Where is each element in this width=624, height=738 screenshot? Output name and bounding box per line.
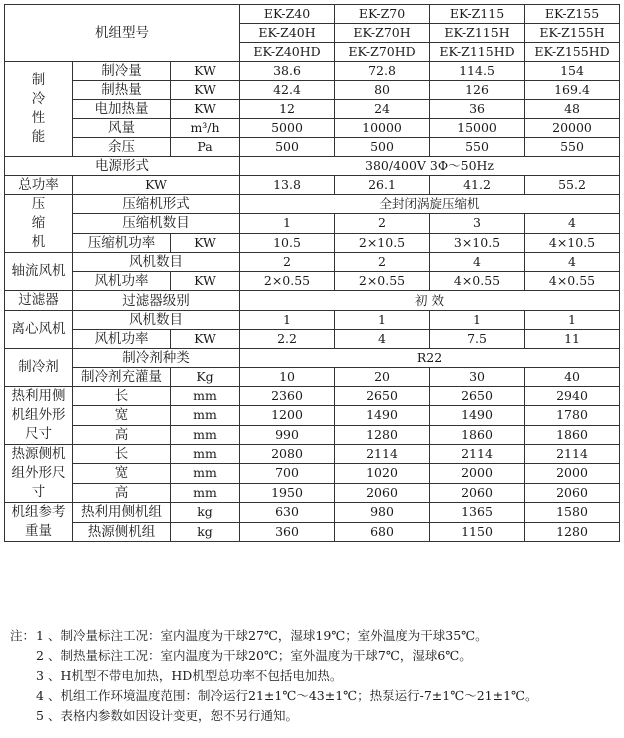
value-cell: 38.6 [240,62,335,81]
value-cell: 1 [525,311,620,330]
value-cell: 1580 [525,503,620,523]
value-cell: 3 [430,214,525,233]
model-name: EK-Z70H [335,24,430,43]
note-item [10,646,618,666]
unit-cell: mm [171,406,240,425]
unit-cell: Pa [171,138,240,157]
value-cell: 7.5 [430,330,525,349]
value-cell: 2 [240,253,335,272]
value-cell: 13.8 [240,176,335,195]
centrifugal-fan-count-row [5,311,620,330]
unit-cell: KW [171,81,240,100]
value-cell: 114.5 [430,62,525,81]
value-cell: 2060 [430,483,525,502]
value-cell: 30 [430,368,525,387]
note-text: 、机组工作环境温度范围：制冷运行21±1℃～43±1℃；热泵运行-7±1℃～21±1℃。 [48,688,538,703]
note-text: 、H机型不带电加热，HD机型总功率不包括电加热。 [48,668,343,683]
user-side-weight-row [5,503,620,523]
row-label: 热源侧机组 [73,522,171,542]
note-number: 5 [36,708,44,723]
note-number: 3 [36,668,44,683]
note-item [10,706,618,726]
refrigerant-charge-row [5,368,620,387]
power-supply-label: 电源形式 [5,157,240,176]
value-cell: 700 [240,464,335,483]
static-pressure-row [5,138,620,157]
value-cell: 2 [335,214,430,233]
value-cell: 4×10.5 [525,233,620,252]
value-cell: 2000 [525,464,620,483]
model-name: EK-Z155 [525,5,620,24]
row-label: 风机数目 [73,253,240,272]
compressor-count-row [5,214,620,233]
value-cell: 1280 [335,425,430,444]
value-cell: 55.2 [525,176,620,195]
row-label: 宽 [73,406,171,425]
electric-heating-row [5,100,620,119]
note-item [10,626,618,646]
model-name: EK-Z40HD [240,43,335,62]
value-cell: 20 [335,368,430,387]
value-cell: 全封闭涡旋压缩机 [240,195,620,214]
value-cell: 41.2 [430,176,525,195]
row-label: 制冷剂种类 [73,349,240,368]
value-cell: 1780 [525,406,620,425]
notes-section [10,626,618,726]
row-label: 长 [73,445,171,464]
model-name: EK-Z155HD [525,43,620,62]
value-cell: 5000 [240,119,335,138]
value-cell: 2.2 [240,330,335,349]
row-label: 风机功率 [73,272,171,291]
row-label: 压缩机功率 [73,233,171,252]
note-number: 4 [36,688,44,703]
unit-cell: mm [171,425,240,444]
value-cell: 2360 [240,387,335,406]
value-cell: 11 [525,330,620,349]
row-label: 风机功率 [73,330,171,349]
value-cell: 550 [525,138,620,157]
value-cell: 20000 [525,119,620,138]
unit-cell: KW [171,100,240,119]
row-label: 宽 [73,464,171,483]
total-power-label: 总功率 [5,176,73,195]
model-name: EK-Z40 [240,5,335,24]
unit-cell: m³/h [171,119,240,138]
value-cell: 1200 [240,406,335,425]
value-cell: 10000 [335,119,430,138]
value-cell: 1150 [430,522,525,542]
value-cell: 1365 [430,503,525,523]
value-cell: 4 [525,214,620,233]
unit-cell: KW [73,176,240,195]
value-cell: 72.8 [335,62,430,81]
cooling-capacity-row [5,62,620,81]
model-name: EK-Z70HD [335,43,430,62]
value-cell: 2060 [525,483,620,502]
unit-cell: kg [171,522,240,542]
note-text: 、表格内参数如因设计变更，恕不另行通知。 [48,708,299,723]
unit-cell: kg [171,503,240,523]
heating-capacity-row [5,81,620,100]
axial-fan-count-row [5,253,620,272]
filter-row [5,291,620,311]
model-name: EK-Z115 [430,5,525,24]
value-cell: 10.5 [240,233,335,252]
unit-cell: KW [171,62,240,81]
source-side-weight-row [5,522,620,542]
value-cell: 1490 [335,406,430,425]
value-cell: 10 [240,368,335,387]
value-cell: 40 [525,368,620,387]
source-side-dims-group-label: 热源侧机组外形尺寸 [5,445,73,503]
value-cell: 36 [430,100,525,119]
value-cell: 26.1 [335,176,430,195]
unit-cell: KW [171,233,240,252]
unit-cell: KW [171,330,240,349]
user-side-width-row [5,406,620,425]
row-label: 电加热量 [73,100,171,119]
model-name: EK-Z155H [525,24,620,43]
value-cell: 4×0.55 [525,272,620,291]
value-cell: 1 [335,311,430,330]
value-cell: 2080 [240,445,335,464]
unit-cell: KW [171,272,240,291]
refrigerant-type-row [5,349,620,368]
value-cell: 4 [430,253,525,272]
unit-cell: mm [171,483,240,502]
value-cell: 2×10.5 [335,233,430,252]
spec-table [4,4,620,542]
value-cell: 500 [335,138,430,157]
model-name: EK-Z70 [335,5,430,24]
row-label: 压缩机形式 [73,195,240,214]
value-cell: 2650 [430,387,525,406]
value-cell: 2114 [430,445,525,464]
value-cell: 2940 [525,387,620,406]
value-cell: R22 [240,349,620,368]
value-cell: 1860 [525,425,620,444]
note-number: 2 [36,648,44,663]
row-label: 余压 [73,138,171,157]
user-side-dims-group-label: 热利用侧机组外形尺寸 [5,387,73,445]
model-name: EK-Z115HD [430,43,525,62]
value-cell: 2114 [335,445,430,464]
value-cell: 169.4 [525,81,620,100]
compressor-power-row [5,233,620,252]
value-cell: 24 [335,100,430,119]
value-cell: 1 [240,214,335,233]
row-label: 风量 [73,119,171,138]
value-cell: 15000 [430,119,525,138]
unit-cell: mm [171,445,240,464]
axial-fan-group-label: 轴流风机 [5,253,73,291]
user-side-length-row [5,387,620,406]
value-cell: 2×0.55 [240,272,335,291]
compressor-type-row [5,195,620,214]
axial-fan-power-row [5,272,620,291]
total-power-row [5,176,620,195]
note-number: 1 [36,628,44,643]
value-cell: 630 [240,503,335,523]
header-row-1 [5,5,620,24]
model-label: 机组型号 [5,5,240,62]
note-text: 、制冷量标注工况：室内温度为干球27℃，湿球19℃；室外温度为干球35℃。 [48,628,488,643]
row-label: 压缩机数目 [73,214,240,233]
value-cell: 680 [335,522,430,542]
value-cell: 3×10.5 [430,233,525,252]
row-label: 热利用侧机组 [73,503,171,523]
value-cell: 2650 [335,387,430,406]
note-item [10,686,618,706]
centrifugal-fan-power-row [5,330,620,349]
value-cell: 2 [335,253,430,272]
value-cell: 1 [430,311,525,330]
row-label: 制热量 [73,81,171,100]
value-cell: 1490 [430,406,525,425]
value-cell: 154 [525,62,620,81]
row-label: 高 [73,483,171,502]
value-cell: 2000 [430,464,525,483]
row-label: 制冷剂充灌量 [73,368,171,387]
value-cell: 4 [335,330,430,349]
value-cell: 1020 [335,464,430,483]
row-label: 制冷量 [73,62,171,81]
value-cell: 1860 [430,425,525,444]
airflow-row [5,119,620,138]
note-text: 、制热量标注工况：室内温度为干球20℃；室外温度为干球7℃，湿球6℃。 [48,648,472,663]
notes-prefix: 注： [10,628,36,643]
user-side-height-row [5,425,620,444]
value-cell: 990 [240,425,335,444]
unit-cell: Kg [171,368,240,387]
value-cell: 48 [525,100,620,119]
centrifugal-fan-group-label: 离心风机 [5,311,73,349]
value-cell: 1950 [240,483,335,502]
unit-cell: mm [171,464,240,483]
value-cell: 1280 [525,522,620,542]
row-label: 长 [73,387,171,406]
power-supply-value: 380/400V 3Φ～50Hz [240,157,620,176]
value-cell: 2×0.55 [335,272,430,291]
weight-group-label: 机组参考重量 [5,503,73,542]
compressor-group-label: 压缩机 [5,195,73,253]
value-cell: 4 [525,253,620,272]
source-side-width-row [5,464,620,483]
value-cell: 980 [335,503,430,523]
power-supply-row [5,157,620,176]
model-name: EK-Z115H [430,24,525,43]
value-cell: 4×0.55 [430,272,525,291]
source-side-length-row [5,445,620,464]
unit-cell: mm [171,387,240,406]
performance-group-label: 制冷性能 [5,62,73,157]
value-cell: 12 [240,100,335,119]
value-cell: 2114 [525,445,620,464]
model-name: EK-Z40H [240,24,335,43]
refrigerant-group-label: 制冷剂 [5,349,73,387]
row-label: 高 [73,425,171,444]
row-label: 风机数目 [73,311,240,330]
note-item [10,666,618,686]
row-label: 过滤器级别 [73,291,240,311]
value-cell: 550 [430,138,525,157]
value-cell: 2060 [335,483,430,502]
value-cell: 初 效 [240,291,620,311]
value-cell: 500 [240,138,335,157]
source-side-height-row [5,483,620,502]
value-cell: 1 [240,311,335,330]
value-cell: 126 [430,81,525,100]
value-cell: 80 [335,81,430,100]
filter-group-label: 过滤器 [5,291,73,311]
value-cell: 360 [240,522,335,542]
value-cell: 42.4 [240,81,335,100]
